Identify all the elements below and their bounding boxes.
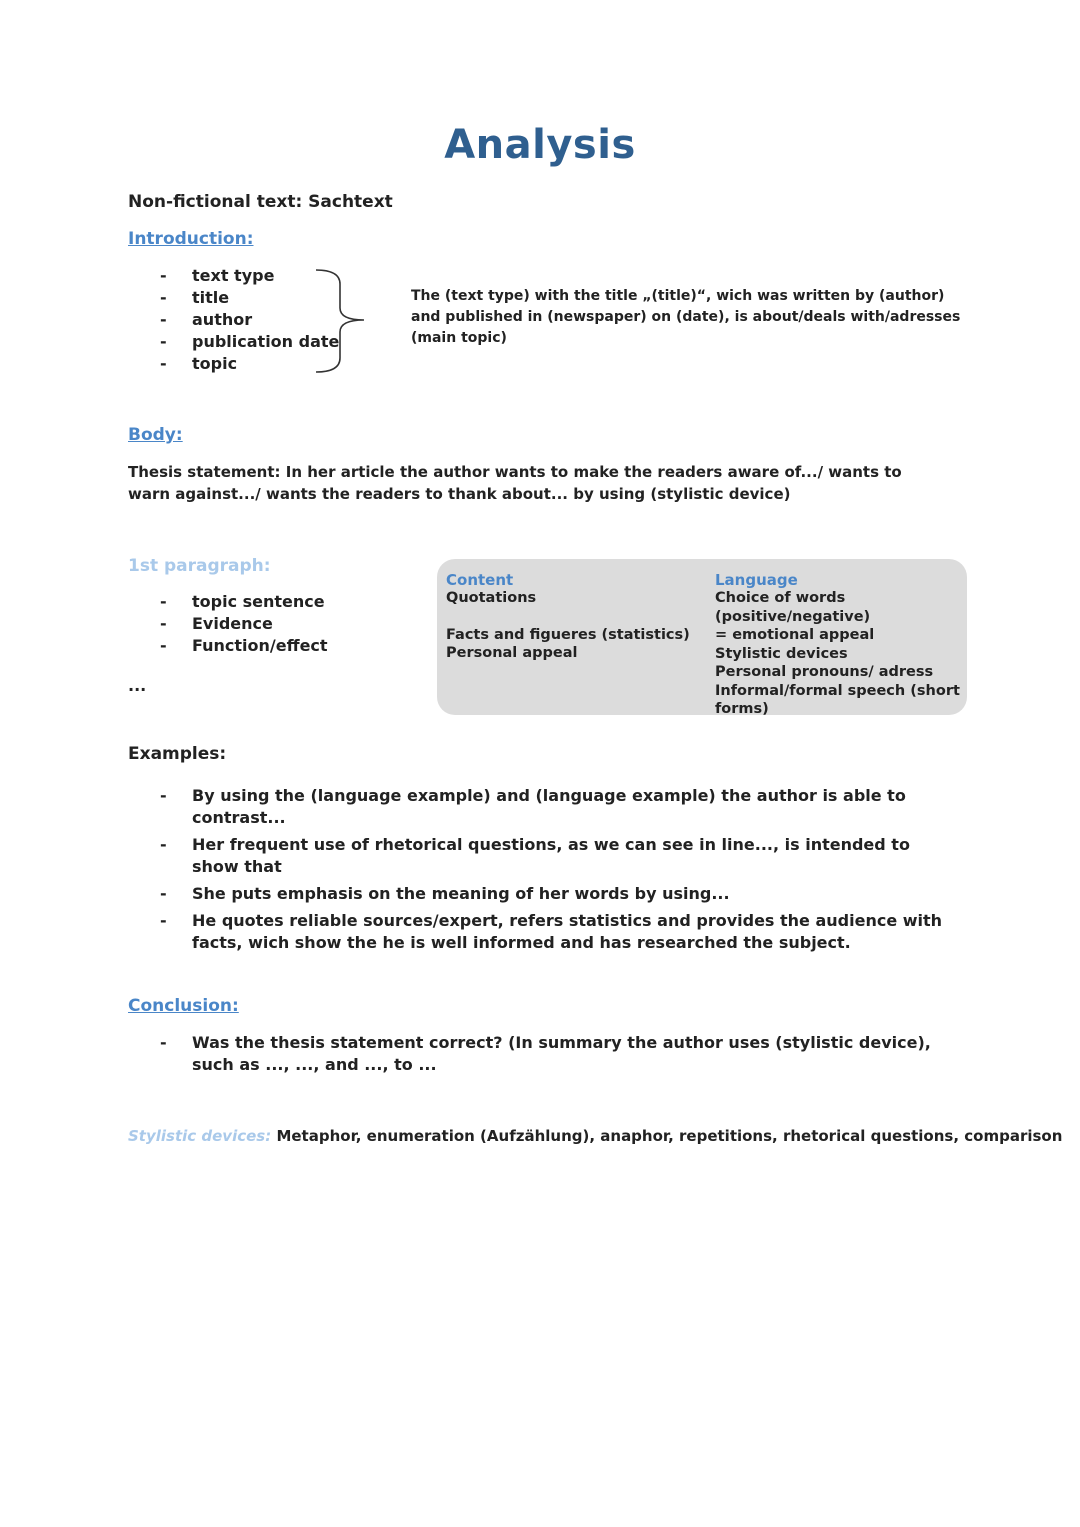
stylistic-devices-label: Stylistic devices:: [128, 1127, 272, 1145]
conclusion-heading: Conclusion:: [128, 996, 239, 1016]
content-column: [446, 571, 706, 663]
list-item: - title: [128, 287, 339, 309]
language-heading: Language: [715, 571, 798, 589]
content-heading: Content: [446, 571, 514, 589]
stylistic-devices-text: Metaphor, enumeration (Aufzählung), anaphor, repetitions, rhetorical questions, comparison: [276, 1127, 1063, 1145]
language-line: Stylistic devices: [715, 645, 848, 662]
list-item: - She puts emphasis on the meaning of her words by using...: [128, 883, 948, 905]
introduction-heading: Introduction:: [128, 229, 254, 249]
body-heading: Body:: [128, 425, 183, 445]
language-line: Choice of words (positive/negative): [715, 590, 871, 625]
examples-heading: Examples:: [128, 744, 227, 764]
list-item: - By using the (language example) and (language example) the author is able to contrast...: [128, 785, 948, 829]
list-item: - Was the thesis statement correct? (In summary the author uses (stylistic device), such as ..., ..., and ..., to ...: [128, 1032, 948, 1076]
list-item: - author: [128, 309, 339, 331]
text-type-subtitle: Non-fictional text: Sachtext: [128, 192, 393, 212]
list-item: - topic: [128, 353, 339, 375]
introduction-template: The (text type) with the title „(title)“, wich was written by (author) and published in (newspaper) on (date), is about/deals with/adresses (main topic): [411, 288, 961, 346]
paragraph-list: [128, 591, 328, 657]
content-line: Personal appeal: [446, 645, 578, 661]
curly-brace-icon: [314, 268, 374, 374]
introduction-list: [128, 265, 339, 375]
list-item: - Evidence: [128, 613, 328, 635]
content-line: Facts and figueres (statistics): [446, 626, 690, 643]
list-item: - He quotes reliable sources/expert, refers statistics and provides the audience with facts, wich show the he is well informed and has researched the subject.: [128, 910, 948, 954]
language-line: = emotional appeal: [715, 627, 875, 643]
ellipsis: ...: [128, 676, 147, 695]
conclusion-list: [128, 1032, 948, 1081]
list-item: - Function/effect: [128, 635, 328, 657]
page-title: Analysis: [444, 122, 636, 168]
thesis-statement: Thesis statement: In her article the author wants to make the readers aware of.../ wants to warn against.../ wants the readers to thank about... by using (stylistic device): [128, 463, 902, 503]
list-item: - publication date: [128, 331, 339, 353]
stylistic-devices: [128, 1127, 1062, 1145]
language-column: [715, 571, 965, 719]
paragraph-heading: 1st paragraph:: [128, 556, 271, 576]
list-item: - Her frequent use of rhetorical questions, as we can see in line..., is intended to show that: [128, 834, 948, 878]
list-item: - text type: [128, 265, 339, 287]
language-line: forms): [715, 701, 769, 717]
language-line: Informal/formal speech (short: [715, 682, 960, 699]
language-line: Personal pronouns/ adress: [715, 664, 934, 680]
list-item: - topic sentence: [128, 591, 328, 613]
content-line: Quotations: [446, 590, 537, 606]
examples-list: [128, 785, 948, 959]
